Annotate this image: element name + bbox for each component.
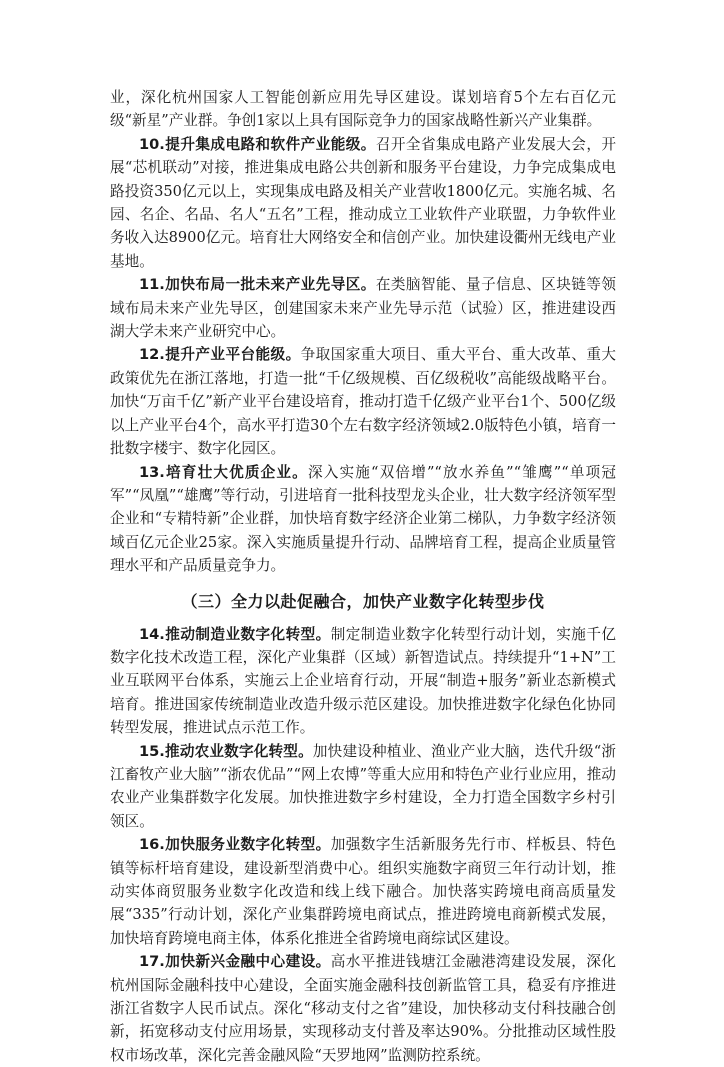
item-number: 15. xyxy=(139,742,165,760)
paragraph-item-14 xyxy=(110,623,616,740)
item-lead: 加快新兴金融中心建设。 xyxy=(164,953,331,971)
item-number: 11. xyxy=(139,276,165,294)
paragraph-body: 制定制造业数字化转型行动计划，实施千亿数字化技术改造工程，深化产业集群（区域）新智造试点。持续提升“1+N”工业互联网平台体系，实施云上企业培育行动，开展“制造+服务”新业态新模式培育。推进国家传统制造业改造升级示范区建设。加快推进数字化绿色化协同转型发展，推进试点示范工作。 xyxy=(110,625,616,737)
section-heading: （三）全力以赴促融合，加快产业数字化转型步伐 xyxy=(181,591,545,611)
paragraph-item-15 xyxy=(110,740,616,834)
paragraph-body: 高水平推进钱塘江金融港湾建设发展，深化杭州国际金融科技中心建设，全面实施金融科技创新监管工具，稳妥有序推进浙江省数字人民币试点。深化“移动支付之省”建设，加快移动支付科技融合创新，拓宽移动支付应用场景，实现移动支付普及率达90%。分批推动区域性股权市场改革，深化完善金融风险“天罗地网”监测防控系统。 xyxy=(110,953,616,1064)
item-lead: 推动农业数字化转型。 xyxy=(164,742,313,760)
item-lead: 提升产业平台能级。 xyxy=(164,346,301,364)
paragraph-body: 业，深化杭州国家人工智能创新应用先导区建设。谋划培育5个左右百亿元级“新星”产业群。争创1家以上具有国际竞争力的国家战略性新兴产业集群。 xyxy=(110,89,616,130)
item-number: 10. xyxy=(139,135,165,153)
paragraph-item-16 xyxy=(110,833,616,950)
paragraph-item-11 xyxy=(110,273,616,343)
item-number: 12. xyxy=(139,346,165,364)
paragraph-continuation xyxy=(110,86,616,133)
paragraph-item-13 xyxy=(110,461,616,578)
paragraph-item-10 xyxy=(110,133,616,273)
paragraph-item-12 xyxy=(110,343,616,460)
paragraph-body: 深入实施“双倍增”“放水养鱼”“雏鹰”“单项冠军”“凤凰”“雄鹰”等行动，引进培育一批科技型龙头企业，壮大数字经济领军型企业和“专精特新”企业群，加快培育数字经济企业第二梯队，力争数字经济领域百亿元企业25家。深入实施质量提升行动、品牌培育工程，提高企业质量管理水平和产品质量竞争力。 xyxy=(110,463,616,575)
item-lead: 培育壮大优质企业。 xyxy=(164,463,308,481)
paragraph-body: 在类脑智能、量子信息、区块链等领域布局未来产业先导区，创建国家未来产业先导示范（试验）区，推进建设西湖大学未来产业研究中心。 xyxy=(110,276,616,341)
item-number: 14. xyxy=(139,625,165,643)
item-number: 13. xyxy=(139,463,165,481)
item-lead: 加快布局一批未来产业先导区。 xyxy=(164,276,376,294)
item-lead: 推动制造业数字化转型。 xyxy=(164,625,331,643)
paragraph-item-17 xyxy=(110,950,616,1067)
paragraph-body: 争取国家重大项目、重大平台、重大改革、重大政策优先在浙江落地，打造一批“千亿级规模、百亿级税收”高能级战略平台。加快“万亩千亿”新产业平台建设培育，推动打造千亿级产业平台1个、500亿级以上产业平台4个，高水平打造30个左右数字经济领域2.0版特色小镇，培育一批数字楼宇、数字化园区。 xyxy=(110,346,616,458)
paragraph-body: 加强数字生活新服务先行市、样板县、特色镇等标杆培育建设，建设新型消费中心。组织实施数字商贸三年行动计划，推动实体商贸服务业数字化改造和线上线下融合。加快落实跨境电商高质量发展“335”行动计划，深化产业集群跨境电商试点，推进跨境电商新模式发展，加快培育跨境电商主体，体系化推进全省跨境电商综试区建设。 xyxy=(110,836,616,947)
item-number: 17. xyxy=(139,953,165,971)
item-lead: 加快服务业数字化转型。 xyxy=(164,836,331,854)
document-page xyxy=(110,86,616,1067)
item-number: 16. xyxy=(139,836,165,854)
paragraph-body: 加快建设种植业、渔业产业大脑，迭代升级“浙江畜牧产业大脑”“浙农优品”“网上农博”等重大应用和特色产业行业应用，推动农业产业集群数字化发展。加快推进数字乡村建设，全力打造全国数字乡村引领区。 xyxy=(110,742,616,830)
paragraph-body: 召开全省集成电路产业发展大会，开展“芯机联动”对接，推进集成电路公共创新和服务平台建设，力争完成集成电路投资350亿元以上，实现集成电路及相关产业营收1800亿元。实施名城、名园、名企、名品、名人“五名”工程，推动成立工业软件产业联盟，力争软件业务收入达8900亿元。培育壮大网络安全和信创产业。加快建设衢州无线电产业基地。 xyxy=(110,135,616,270)
item-lead: 提升集成电路和软件产业能级。 xyxy=(164,135,376,153)
